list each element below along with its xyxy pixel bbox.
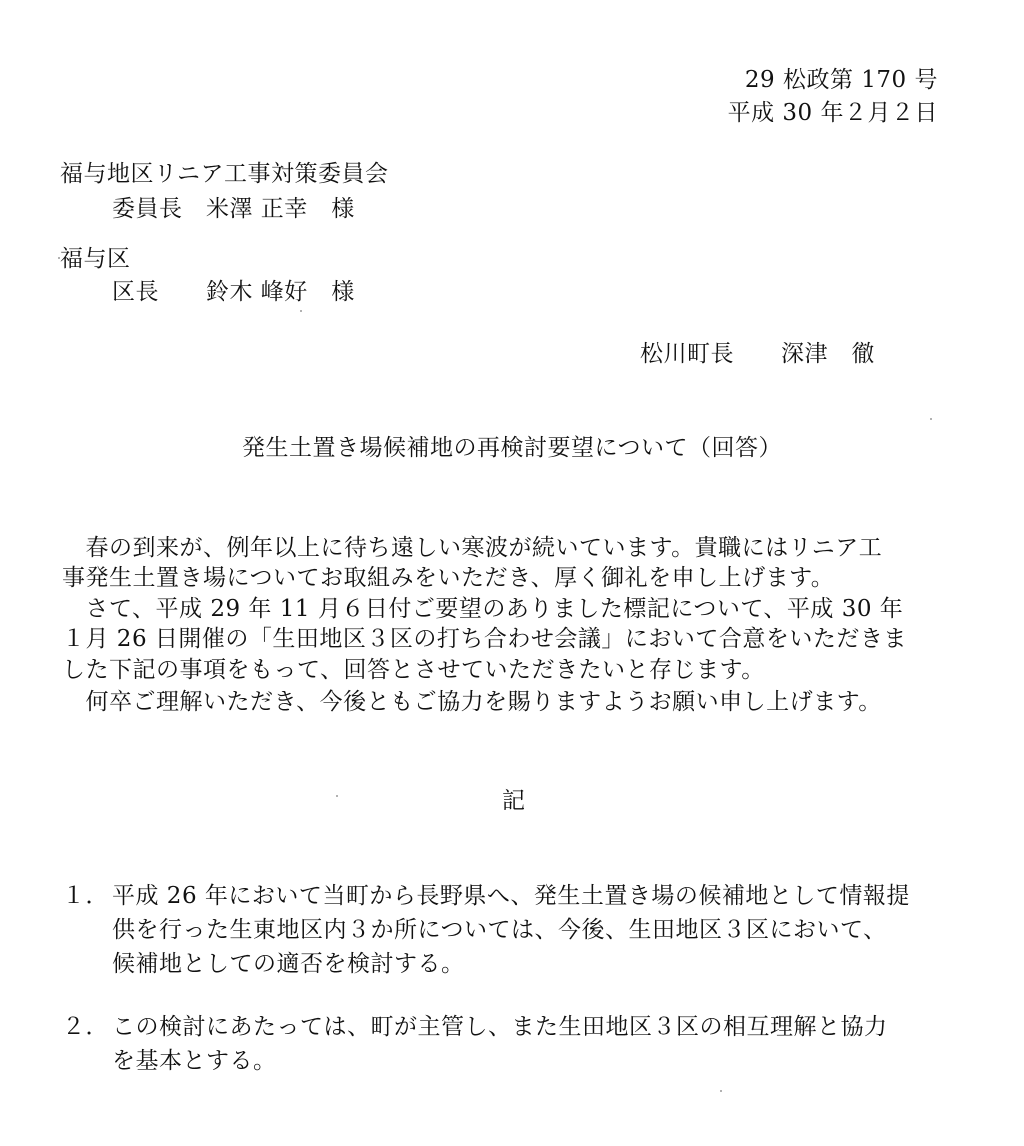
letter-subject: 発生土置き場候補地の再検討要望について（回答） — [241, 435, 783, 461]
item-number: １． — [62, 883, 109, 909]
body-line: １月 26 日開催の「生田地区３区の打ち合わせ会議」において合意をいただきま — [62, 626, 907, 652]
document-number: 29 松政第 170 号 — [744, 67, 938, 93]
scan-speck — [58, 257, 60, 259]
addressee-name: 委員長 米澤 正幸 様 — [112, 196, 355, 222]
body-line: 何卒ご理解いただき、今後ともご協力を賜りますようお願い申し上げます。 — [62, 689, 882, 715]
item-line: 候補地としての適否を検討する。 — [112, 951, 465, 977]
scan-speck — [720, 1090, 722, 1092]
sender-name: 松川町長 深津 徹 — [640, 341, 875, 367]
item-line: を基本とする。 — [112, 1048, 277, 1074]
scan-speck — [300, 310, 302, 312]
addressee-name: 区長 鈴木 峰好 様 — [112, 279, 355, 305]
body-line: 事発生土置き場についてお取組みをいただき、厚く御礼を申し上げます。 — [62, 565, 835, 591]
addressee-organization: 福与地区リニア工事対策委員会 — [60, 161, 389, 187]
body-line: した下記の事項をもって、回答とさせていただきたいと存じます。 — [62, 657, 765, 683]
scan-speck — [930, 418, 932, 420]
document-date: 平成 30 年２月２日 — [727, 100, 938, 126]
item-number: ２． — [62, 1014, 109, 1040]
addressee-organization: 福与区 — [60, 246, 131, 272]
item-line: 平成 26 年において当町から長野県へ、発生土置き場の候補地として情報提 — [112, 883, 910, 909]
item-line: 供を行った生東地区内３か所については、今後、生田地区３区において、 — [112, 917, 887, 943]
ki-heading: 記 — [502, 788, 526, 814]
body-line: 春の到来が、例年以上に待ち遠しい寒波が続いています。貴職にはリニア工 — [62, 535, 883, 561]
body-line: さて、平成 29 年 11 月６日付ご要望のありました標記について、平成 30 年 — [62, 596, 904, 622]
item-line: この検討にあたっては、町が主管し、また生田地区３区の相互理解と協力 — [112, 1014, 888, 1040]
scan-speck — [336, 795, 338, 797]
